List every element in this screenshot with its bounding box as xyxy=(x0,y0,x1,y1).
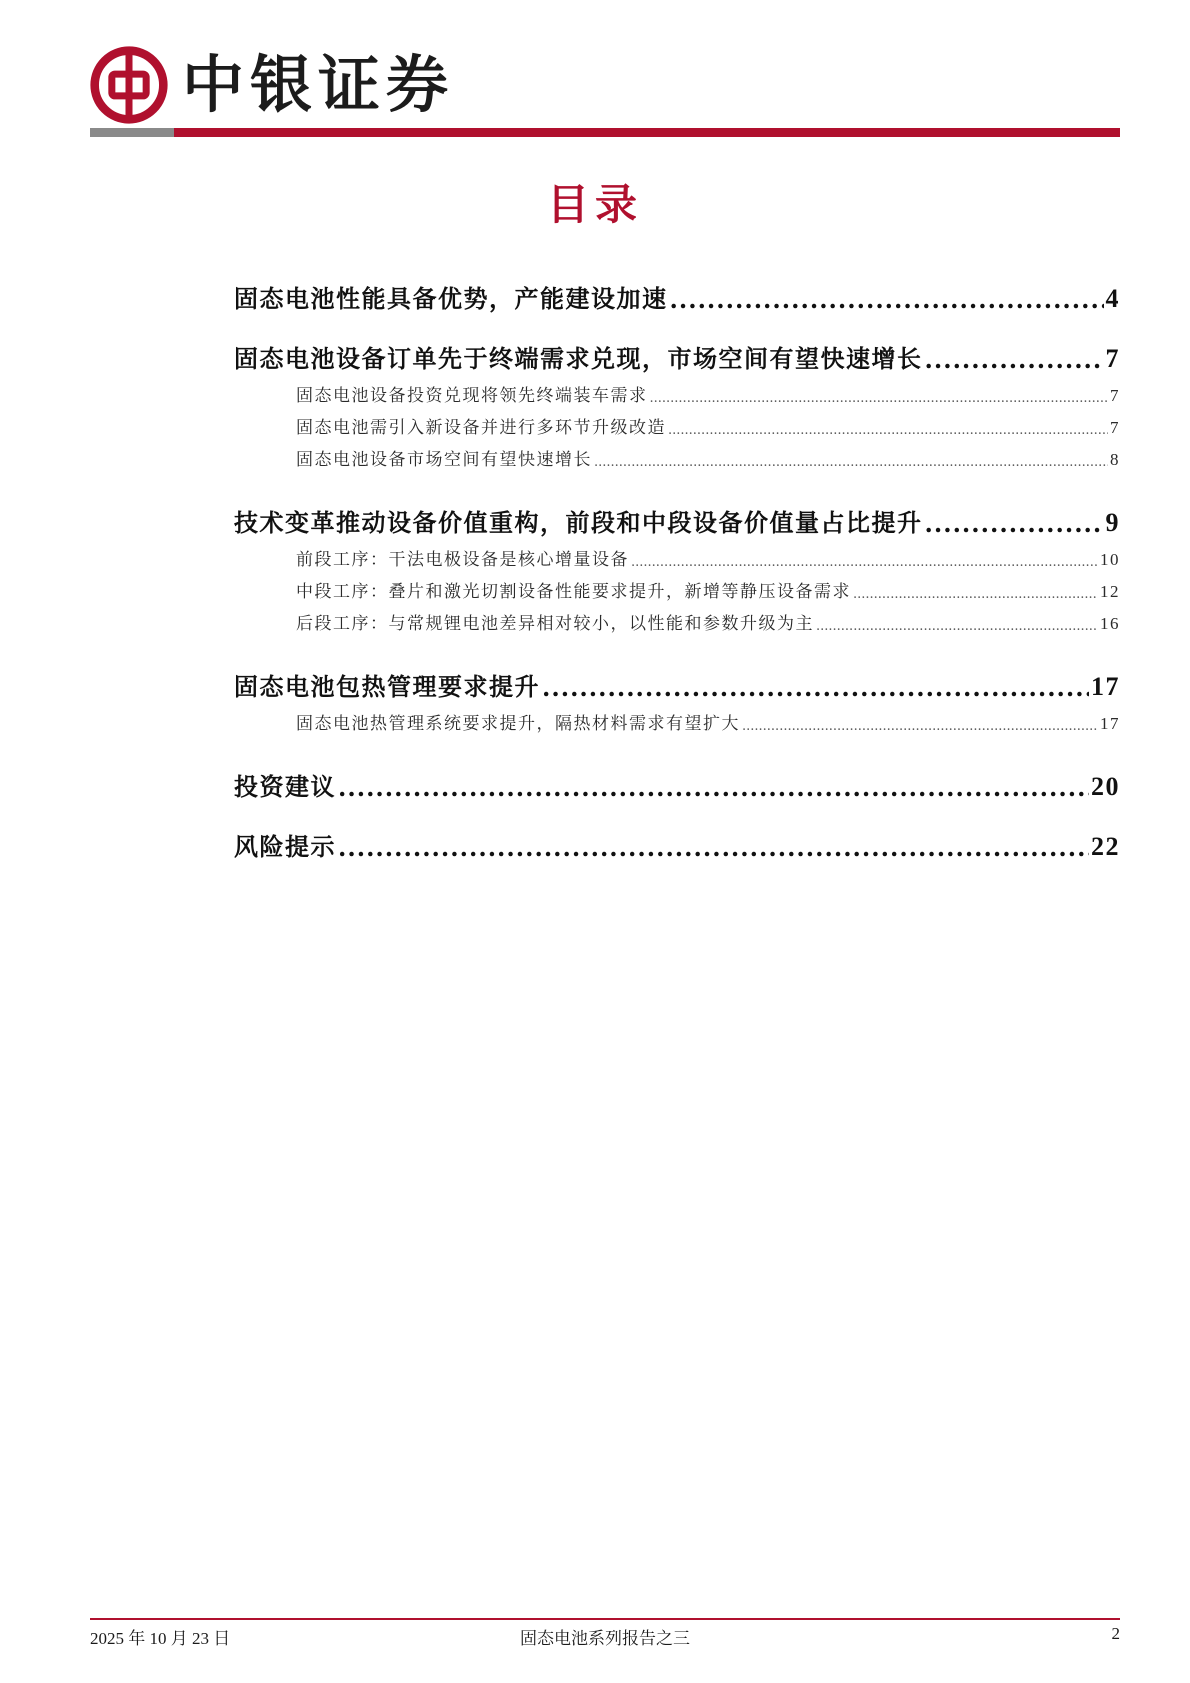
toc-section[interactable] xyxy=(234,742,1120,802)
toc-subsection-label: 中段工序：叠片和激光切割设备性能要求提升，新增等静压设备需求 xyxy=(296,582,851,602)
toc-dot-leader xyxy=(816,614,1098,634)
toc-section[interactable] xyxy=(234,254,1120,314)
toc-section[interactable] xyxy=(234,478,1120,538)
toc-dot-leader xyxy=(631,550,1098,570)
toc-subsection-page: 17 xyxy=(1100,714,1120,733)
toc-subsection-label: 固态电池热管理系统要求提升，隔热材料需求有望扩大 xyxy=(296,714,740,734)
toc-dot-leader xyxy=(925,508,1104,538)
toc-section-page: 4 xyxy=(1105,284,1120,313)
toc-dot-leader xyxy=(594,450,1108,470)
table-of-contents xyxy=(234,254,1120,862)
toc-subsection[interactable] xyxy=(234,602,1120,634)
toc-subsection-label: 固态电池设备投资兑现将领先终端装车需求 xyxy=(296,386,648,406)
header-divider-grey xyxy=(90,128,174,137)
toc-subsection[interactable] xyxy=(234,538,1120,570)
toc-subsection-page: 8 xyxy=(1110,450,1120,469)
toc-subsection-label: 固态电池需引入新设备并进行多环节升级改造 xyxy=(296,418,666,438)
toc-subsection[interactable] xyxy=(234,702,1120,734)
toc-subsection-label: 前段工序：干法电极设备是核心增量设备 xyxy=(296,550,629,570)
toc-section-label: 风险提示 xyxy=(234,832,336,861)
toc-section-label: 固态电池性能具备优势，产能建设加速 xyxy=(234,284,668,313)
toc-dot-leader xyxy=(668,418,1108,438)
toc-section[interactable] xyxy=(234,314,1120,374)
toc-section[interactable] xyxy=(234,802,1120,862)
toc-subsection-page: 16 xyxy=(1100,614,1120,633)
toc-dot-leader xyxy=(853,582,1098,602)
toc-dot-leader xyxy=(742,714,1098,734)
toc-section-page: 20 xyxy=(1091,772,1120,801)
toc-subsection-label: 后段工序：与常规锂电池差异相对较小，以性能和参数升级为主 xyxy=(296,614,814,634)
toc-subsection[interactable] xyxy=(234,374,1120,406)
toc-section[interactable] xyxy=(234,642,1120,702)
toc-section-label: 固态电池包热管理要求提升 xyxy=(234,672,540,701)
toc-subsection[interactable] xyxy=(234,570,1120,602)
toc-dot-leader xyxy=(542,672,1089,702)
toc-dot-leader xyxy=(650,386,1109,406)
header-divider-red xyxy=(174,128,1120,137)
toc-section-label: 固态电池设备订单先于终端需求兑现，市场空间有望快速增长 xyxy=(234,344,923,373)
page-footer xyxy=(90,1624,1120,1650)
toc-dot-leader xyxy=(670,284,1104,314)
toc-subsection-page: 7 xyxy=(1110,418,1120,437)
brand-name: 中银证券 xyxy=(182,48,455,121)
toc-section-page: 9 xyxy=(1105,508,1120,537)
toc-dot-leader xyxy=(925,344,1104,374)
toc-dot-leader xyxy=(338,772,1089,802)
page-title: 目录 xyxy=(546,180,643,229)
toc-section-label: 投资建议 xyxy=(234,772,336,801)
footer-date: 2025 年 10 月 23 日 xyxy=(90,1629,231,1648)
toc-subsection-label: 固态电池设备市场空间有望快速增长 xyxy=(296,450,592,470)
toc-subsection-page: 7 xyxy=(1110,386,1120,405)
spacer xyxy=(234,634,1120,642)
spacer xyxy=(234,734,1120,742)
footer-divider xyxy=(90,1618,1120,1620)
bank-of-china-logo-icon xyxy=(90,46,168,124)
toc-dot-leader xyxy=(338,832,1089,862)
toc-subsection-page: 12 xyxy=(1100,582,1120,601)
footer-report-name: 固态电池系列报告之三 xyxy=(520,1629,690,1649)
page-header xyxy=(90,44,454,126)
toc-section-page: 17 xyxy=(1091,672,1120,701)
toc-subsection-page: 10 xyxy=(1100,550,1120,569)
header-divider xyxy=(90,128,1120,137)
toc-section-page: 7 xyxy=(1105,344,1120,373)
toc-subsection[interactable] xyxy=(234,438,1120,470)
toc-section-page: 22 xyxy=(1091,832,1120,861)
toc-section-label: 技术变革推动设备价值重构，前段和中段设备价值量占比提升 xyxy=(234,508,923,537)
spacer xyxy=(234,470,1120,478)
footer-page-number: 2 xyxy=(1111,1624,1120,1643)
toc-subsection[interactable] xyxy=(234,406,1120,438)
